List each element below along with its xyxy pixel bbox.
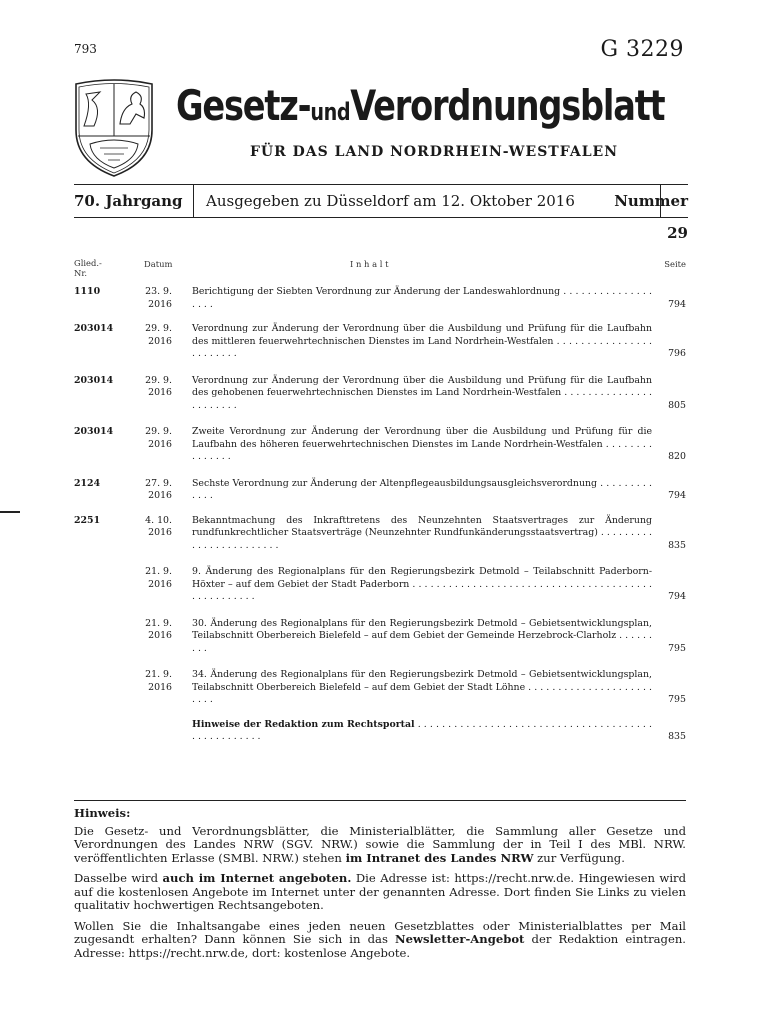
notice-p3-end: der Redaktion eintragen. Adresse: https://recht.nrw.de, dort: kostenlose Angebote. (74, 932, 686, 960)
col-content: I n h a l t (350, 259, 389, 269)
notice-p2-bold: auch im Internet angeboten. (162, 871, 352, 885)
toc-row-date: 21. 9. 2016 (145, 566, 172, 590)
notice-p3-bold: Newsletter-Angebot (395, 932, 525, 946)
margin-mark (0, 511, 20, 513)
toc-row-page: 835 (668, 539, 686, 551)
toc-row-gliednr: 2251 (74, 514, 101, 526)
notice-p3-text: Wollen Sie die Inhaltsangabe eines jeden neuen Gesetzblattes oder Ministerialblattes per Mail zugesandt erhalten? Dann können Sie sich in das (74, 918, 686, 946)
toc-row-gliednr: 203014 (74, 374, 114, 386)
toc-row-date: 29. 9. 2016 (145, 323, 172, 347)
toc-row-gliednr: 1110 (74, 286, 101, 297)
masthead-word-3: Verordnungsblatt (350, 81, 665, 130)
toc-row-title-bold: Hinweise der Redaktion zum Rechtsportal (192, 718, 415, 730)
toc-row-page: 820 (668, 451, 686, 462)
toc-row-title: Zweite Verordnung zur Änderung der Verordnung über die Ausbildung und Prüfung für die Laufbahn des höheren feuerwehrtechnischen Dienstes im Lande Nordrhein-Westfalen . . . . . . . . . . . . . . . (192, 426, 652, 462)
notice-p2-text: Dasselbe wird (74, 871, 163, 885)
toc-row-page: 795 (668, 642, 686, 654)
masthead-title (176, 80, 664, 138)
notice-paragraph-3 (74, 920, 686, 961)
toc-row-title: Berichtigung der Siebten Verordnung zur Änderung der Landeswahlordnung . . . . . . . . . . . . . . . . . . . (192, 286, 652, 310)
notice-p2-end: Die Adresse ist: https://recht.nrw.de. Hingewiesen wird auf die kostenlosen Angebote im Internet unter der genannten Adresse. Dort finden Sie Links zu vielen qualitativ hochwertigen Rechtsangeboten. (74, 871, 686, 912)
toc-row (74, 426, 688, 464)
col-page: Seite (664, 259, 686, 269)
toc-row-page: 805 (668, 399, 686, 411)
toc-row-page: 794 (668, 298, 686, 310)
toc-row (74, 286, 688, 311)
toc-row (74, 478, 688, 503)
notice-title: Hinweis: (74, 806, 131, 820)
toc-row-date: 27. 9. 2016 (145, 477, 172, 501)
issue-bar (74, 184, 688, 242)
toc-row-title: 9. Änderung des Regionalplans für den Regierungsbezirk Detmold – Teilabschnitt Paderborn-Höxter – auf dem Gebiet der Stadt Paderborn . . . . . . . . . . . . . . . . . . . . . . . . . . . . . . . . . . . . . . . . . . . . . . . . . . . (192, 566, 652, 602)
table-of-contents (74, 258, 688, 744)
toc-row-date: 4. 10. 2016 (145, 514, 172, 538)
toc-rows (74, 286, 688, 744)
notice-p1-end: zur Verfügung. (533, 850, 625, 865)
toc-row-gliednr: 2124 (74, 477, 101, 489)
toc-row-date: 21. 9. 2016 (145, 669, 172, 693)
toc-row-page: 794 (668, 490, 686, 501)
toc-row (74, 618, 688, 656)
toc-row-title: 34. Änderung des Regionalplans für den Regierungsbezirk Detmold – Gebietsentwicklungsplan, Teilabschnitt Oberbereich Bielefeld – auf dem Gebiet der Stadt Löhne . . . . . . . . . . . . . . . . . . . . . . . . . (192, 669, 652, 705)
toc-row-title: Sechste Verordnung zur Änderung der Altenpflegeausbildungsausgleichsverordnung . . . . . . . . . . . . . (192, 477, 652, 501)
col-gliednr: Glied.- Nr. (74, 258, 102, 278)
toc-row (74, 669, 688, 707)
coat-of-arms-icon (70, 78, 158, 180)
toc-row-title: Verordnung zur Änderung der Verordnung über die Ausbildung und Prüfung für die Laufbahn des mittleren feuerwehrtechnischen Dienstes im Land Nordrhein-Westfalen . . . . . . . . . . . . . . . . . . . . . . . . (192, 323, 652, 359)
masthead-word-2: und (310, 98, 351, 126)
toc-row-gliednr: 203014 (74, 426, 114, 437)
notice-box (74, 800, 686, 967)
toc-header (74, 258, 688, 286)
toc-row-date: 29. 9. 2016 (145, 426, 172, 450)
gazette-code: G 3229 (600, 37, 684, 62)
masthead (176, 80, 692, 132)
issue-date: Ausgegeben zu Düsseldorf am 12. Oktober 2016 (193, 185, 661, 217)
notice-paragraph-2 (74, 872, 686, 913)
toc-row-date: 29. 9. 2016 (145, 374, 172, 398)
toc-row (74, 323, 688, 361)
toc-row (74, 719, 688, 744)
volume-year: 70. Jahrgang (74, 192, 183, 210)
toc-row (74, 566, 688, 604)
toc-row-page: 796 (668, 348, 686, 359)
toc-row-title: Bekanntmachung des Inkrafttretens des Neunzehnten Staatsvertrages zur Änderung rundfunkrechtlicher Staatsverträge (Neunzehnter Rundfunkänderungsstaatsvertrag) . . . . . . . . . . . . . . . . . . . . . . . . (192, 514, 652, 551)
toc-row-title: 30. Änderung des Regionalplans für den Regierungsbezirk Detmold – Gebietsentwicklungsplan, Teilabschnitt Oberbereich Bielefeld – auf dem Gebiet der Gemeinde Herzebrock-Clarholz . . . . . . . . . (192, 617, 652, 654)
notice-p1-bold: im Intranet des Landes NRW (345, 850, 534, 865)
toc-row-page: 794 (668, 591, 686, 602)
toc-row-title (192, 719, 652, 744)
masthead-subtitle: FÜR DAS LAND NORDRHEIN-WESTFALEN (249, 144, 619, 160)
toc-row-leader: . . . . . . . . . . . . . . . . . . . . . . . . . . . . . . . . . . . . . . . . . . . . . . . . . . . (192, 718, 652, 742)
toc-row-title: Verordnung zur Änderung der Verordnung über die Ausbildung und Prüfung für die Laufbahn des gehobenen feuerwehrtechnischen Dienstes im Land Nordrhein-Westfalen . . . . . . . . . . . . . . . . . . . . . . . (192, 374, 652, 411)
toc-row (74, 515, 688, 553)
toc-row-date: 23. 9. 2016 (145, 286, 172, 310)
issue-number: Nummer 29 (614, 192, 688, 242)
toc-row-gliednr: 203014 (74, 323, 114, 334)
notice-p1-text: Die Gesetz- und Verordnungsblätter, die Ministerialblätter, die Sammlung aller Gesetze und Verordnungen des Landes NRW (SGV. NRW.) sowie die Sammlung der in Teil I des MBl. NRW. veröffentlichten Erlasse (SMBl. NRW.) stehen (74, 823, 686, 865)
toc-row (74, 375, 688, 413)
notice-paragraph-1 (74, 825, 686, 866)
masthead-word-1: Gesetz- (176, 81, 311, 130)
page-number: 793 (74, 42, 97, 56)
toc-row-date: 21. 9. 2016 (145, 617, 172, 641)
toc-row-page: 835 (668, 731, 686, 742)
toc-row-page: 795 (668, 694, 686, 705)
col-date: Datum (144, 259, 173, 269)
